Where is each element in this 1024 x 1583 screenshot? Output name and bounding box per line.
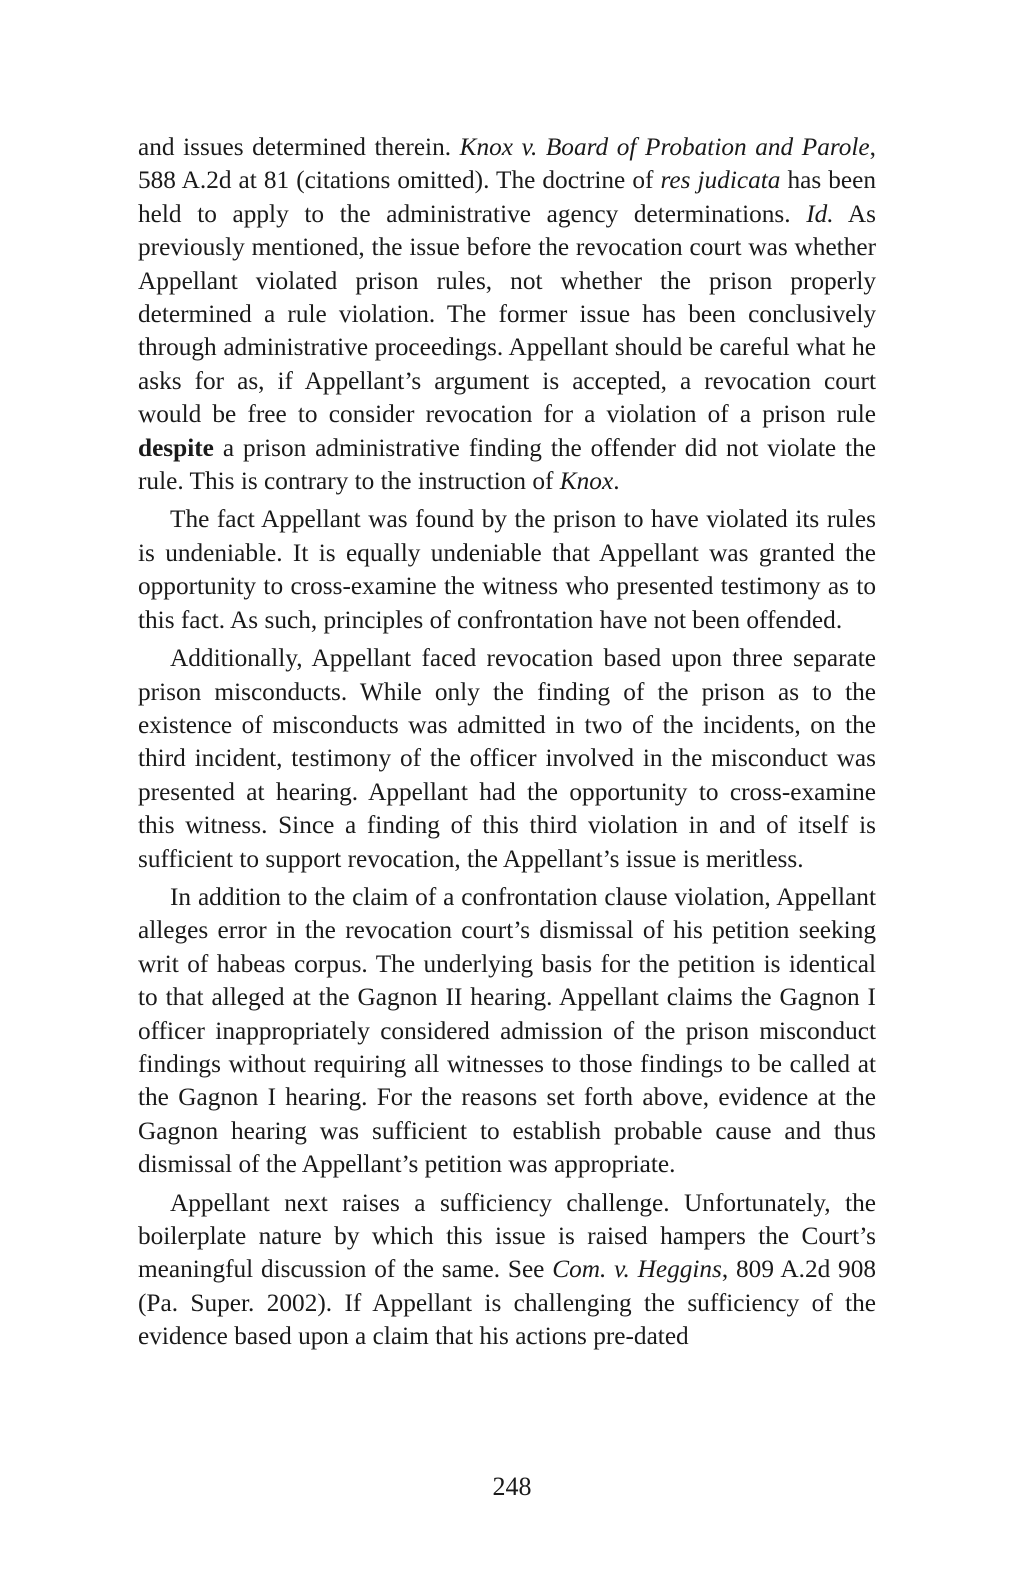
- id-citation: Id.: [806, 199, 834, 228]
- text-segment: a prison administrative finding the offender did not violate the rule. This is contrary to the instruction of: [138, 433, 876, 496]
- text-segment: The fact Appellant was found by the prison to have violated its rules is undeniable. It is equally undeniable that Appellant was granted the opportunity to cross-examine the witness who presented testimony as to this fact. As such, principles of confrontation have not been offended.: [138, 505, 876, 634]
- paragraph: [138, 642, 876, 876]
- text-segment: Appellant next raises a sufficiency challenge. Unfortunately, the boilerplate nature by which this issue is raised hampers the Court’s meaningful discussion of the same. See: [138, 1188, 876, 1284]
- text-segment: , 809 A.2d 908 (Pa. Super. 2002). If Appellant is challenging the sufficiency of the evidence based upon a claim that his actions pre-dated: [138, 1255, 876, 1351]
- text-segment: .: [613, 467, 620, 496]
- case-citation: Knox: [559, 467, 614, 496]
- paragraph: [138, 503, 876, 637]
- case-citation: Knox v. Board of Probation and Parole: [459, 133, 870, 161]
- text-segment: As previously mentioned, the issue before the revocation court was whether Appellant violated prison rules, not whether the prison properly determined a rule violation. The former issue has been conclusively through administrative proceedings. Appellant should be careful what he asks for as, if Appellant’s argument is accepted, a revocation court would be free to consider revocation for a violation of a prison rule: [138, 199, 876, 429]
- text-segment: Additionally, Appellant faced revocation based upon three separate prison misconducts. While only the finding of the prison as to the existence of misconducts was admitted in two of the incidents, on the third incident, testimony of the officer involved in the misconduct was presented at hearing. Appellant had the opportunity to cross-examine this witness. Since a finding of this third violation in and of itself is sufficient to support revocation, the Appellant’s issue is meritless.: [138, 644, 876, 873]
- text-segment: In addition to the claim of a confrontation clause violation, Appellant alleges error in the revocation court’s dismissal of his petition seeking writ of habeas corpus. The underlying basis for the petition is identical to that alleged at the Gagnon II hearing. Appellant claims the Gagnon I officer inappropriately considered admission of the prison misconduct findings without requiring all witnesses to those findings to be called at the Gagnon I hearing. For the reasons set forth above, evidence at the Gagnon hearing was sufficient to establish probable cause and thus dismissal of the Appellant’s petition was appropriate.: [138, 882, 876, 1179]
- text-segment: has been held to apply to the administrative agency determinations.: [138, 166, 877, 228]
- legal-term: res judicata: [660, 166, 781, 195]
- page-number: 248: [492, 1472, 532, 1501]
- paragraph: [138, 131, 876, 498]
- text-segment: , 588 A.2d at 81 (citations omitted). The doctrine of: [138, 133, 876, 195]
- text-segment: and issues determined therein.: [138, 133, 460, 161]
- page-body: [138, 131, 876, 1359]
- paragraph: [138, 1187, 876, 1354]
- case-citation: Com. v. Heggins: [552, 1255, 722, 1284]
- emphasis-text: despite: [138, 433, 214, 462]
- paragraph: [138, 881, 876, 1182]
